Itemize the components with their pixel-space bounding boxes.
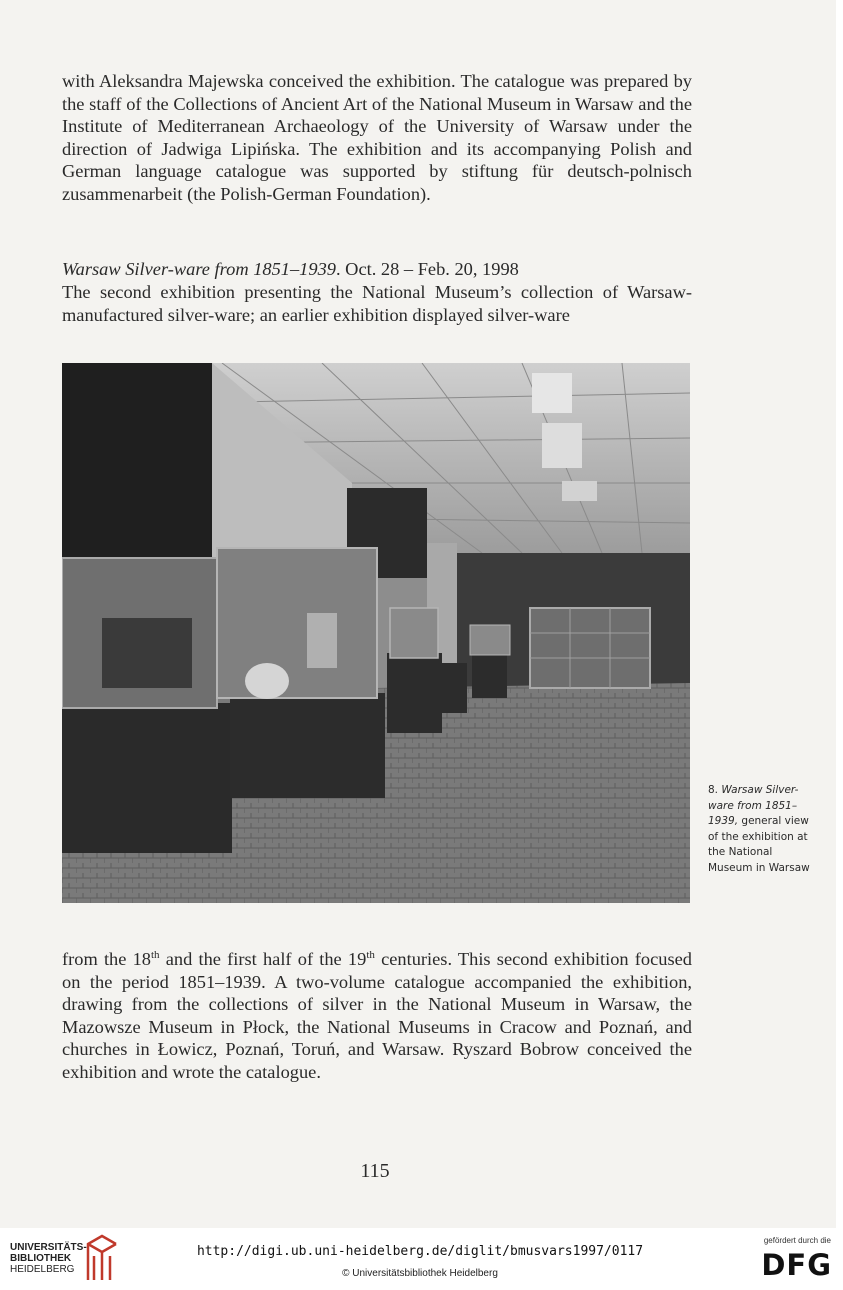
copyright-notice: © Universitätsbibliothek Heidelberg [342,1268,498,1279]
source-url-link[interactable]: http://digi.ub.uni-heidelberg.de/diglit/bmusvars1997/0117 [196,1244,644,1259]
gallery-photo-illustration [62,363,690,903]
exhibition-photo [62,363,690,903]
page-edge [836,0,843,1228]
library-name-line3: HEIDELBERG [10,1264,75,1275]
library-name[interactable] [10,1242,90,1275]
paragraph-intro: with Aleksandra Majewska conceived the exhibition. The catalogue was prepared by the staff of the Collections of Ancient Art of the National Museum in Warsaw and the Institute of Mediterranean Archaeology of the University of Warsaw under the direction of Jadwiga Lipińska. The exhibition and its accompanying Polish and German language catalogue was supported by stiftung für deutsch-polnisch zusammenarbeit (the Polish-German Foundation). [62,71,692,204]
digitization-footer [0,1228,843,1290]
library-name-line1: UNIVERSITÄTS- [10,1242,87,1253]
page-number: 115 [360,1160,390,1182]
superscript-th-2: th [366,948,375,961]
dfg-logo[interactable]: DFG [761,1248,832,1282]
exhibition-dates: . Oct. 28 – Feb. 20, 1998 [335,259,519,279]
paragraph-catalogue-part3: centuries. This second exhibition focused on the period 1851–1939. A two-volume catalogue accompanied the exhibition, drawing from the collections of silver in the National Museum in Warsaw, the Mazowsze Museum in Płock, the National Museums in Cracow and Poznań, and churches in Łowicz, Poznań, Toruń, and Warsaw. Ryszard Bobrow conceived the exhibition and wrote the catalogue. [62,949,692,1082]
caption-number: 8. [708,784,722,796]
caption-title: Warsaw Silver-ware from 1851–1939, [708,784,799,828]
exhibition-title: Warsaw Silver-ware from 1851–1939 [62,259,336,279]
paragraph-catalogue [62,948,692,1084]
caption-text: general view of the exhibition at the National Museum in Warsaw [708,815,810,874]
library-logo-icon[interactable] [84,1234,118,1282]
paragraph-second-exhibition: The second exhibition presenting the National Museum’s collection of Warsaw-manufactured silver-ware; an earlier exhibition displayed silver-ware [62,282,692,325]
funding-label: gefördert durch die [763,1236,831,1245]
superscript-th-1: th [151,948,160,961]
paragraph-catalogue-part2: and the first half of the 19 [159,949,367,969]
exhibition-heading [62,258,692,281]
library-name-line2: BIBLIOTHEK [10,1253,72,1264]
paragraph-catalogue-part1: from the 18 [62,949,151,969]
figure-caption [708,783,818,877]
